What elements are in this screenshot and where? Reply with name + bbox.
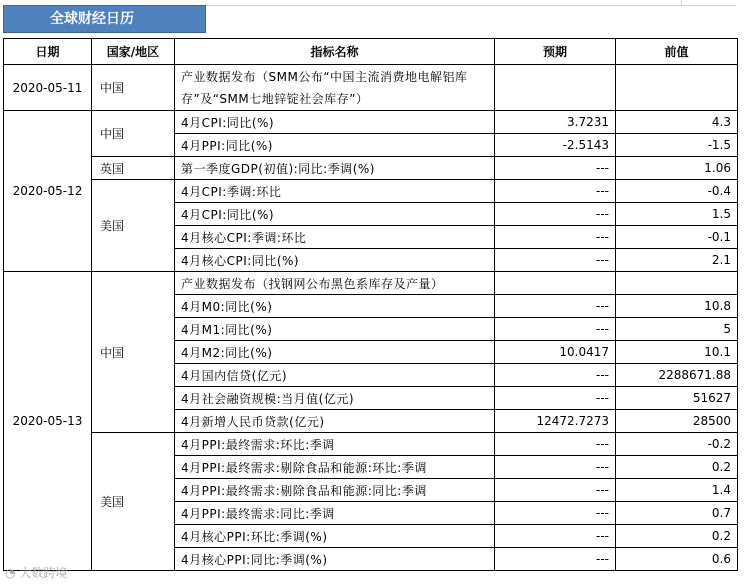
forecast-cell: 10.0417 xyxy=(495,341,616,364)
indicator-cell: 4月核心CPI:季调:环比 xyxy=(175,226,495,249)
indicator-cell: 4月PPI:最终需求:剔除食品和能源:同比:季调 xyxy=(175,479,495,502)
economic-calendar-table xyxy=(3,38,738,571)
indicator-cell: 第一季度GDP(初值):同比:季调(%) xyxy=(175,157,495,180)
previous-cell: 2288671.88 xyxy=(616,364,738,387)
table-row xyxy=(4,180,738,203)
forecast-cell: --- xyxy=(495,502,616,525)
indicator-cell: 4月国内信贷(亿元) xyxy=(175,364,495,387)
forecast-cell: 12472.7273 xyxy=(495,410,616,433)
country-cell: 美国 xyxy=(92,180,175,272)
forecast-cell: --- xyxy=(495,249,616,272)
forecast-cell: --- xyxy=(495,479,616,502)
previous-cell: 1.5 xyxy=(616,203,738,226)
previous-cell xyxy=(616,65,738,111)
table-row xyxy=(4,65,738,111)
top-tick xyxy=(681,0,682,5)
table-row xyxy=(4,157,738,180)
previous-cell: -0.1 xyxy=(616,226,738,249)
indicator-cell: 产业数据发布（找钢网公布黑色系库存及产量） xyxy=(175,272,495,295)
header-previous: 前值 xyxy=(616,39,738,65)
indicator-cell: 4月PPI:最终需求:环比:季调 xyxy=(175,433,495,456)
previous-cell: 0.2 xyxy=(616,525,738,548)
indicator-cell: 4月M2:同比(%) xyxy=(175,341,495,364)
indicator-cell: 4月新增人民币贷款(亿元) xyxy=(175,410,495,433)
watermark-icon: ◔ xyxy=(5,566,16,580)
indicator-cell: 4月M0:同比(%) xyxy=(175,295,495,318)
country-cell: 中国 xyxy=(92,65,175,111)
previous-cell: 2.1 xyxy=(616,249,738,272)
forecast-cell: --- xyxy=(495,295,616,318)
previous-cell xyxy=(616,272,738,295)
forecast-cell: 3.7231 xyxy=(495,111,616,134)
header-forecast: 预期 xyxy=(495,39,616,65)
previous-cell: 0.2 xyxy=(616,456,738,479)
indicator-cell: 4月核心PPI:环比:季调(%) xyxy=(175,525,495,548)
previous-cell: 0.7 xyxy=(616,502,738,525)
forecast-cell: --- xyxy=(495,203,616,226)
watermark-text: 大数跨境 xyxy=(19,566,68,580)
forecast-cell: --- xyxy=(495,157,616,180)
header-country: 国家/地区 xyxy=(92,39,175,65)
indicator-cell: 4月PPI:最终需求:同比:季调 xyxy=(175,502,495,525)
previous-cell: -1.5 xyxy=(616,134,738,157)
previous-cell: -0.4 xyxy=(616,180,738,203)
header-row xyxy=(4,39,738,65)
forecast-cell: --- xyxy=(495,318,616,341)
top-rule xyxy=(206,5,736,6)
forecast-cell: --- xyxy=(495,226,616,249)
indicator-cell: 4月核心CPI:同比(%) xyxy=(175,249,495,272)
date-cell: 2020-05-13 xyxy=(4,272,92,571)
indicator-cell: 4月PPI:最终需求:剔除食品和能源:环比:季调 xyxy=(175,456,495,479)
previous-cell: 1.06 xyxy=(616,157,738,180)
previous-cell: 28500 xyxy=(616,410,738,433)
previous-cell: 4.3 xyxy=(616,111,738,134)
previous-cell: 10.1 xyxy=(616,341,738,364)
indicator-cell: 4月核心PPI:同比:季调(%) xyxy=(175,548,495,571)
indicator-cell: 4月CPI:同比(%) xyxy=(175,111,495,134)
indicator-cell: 4月社会融资规模:当月值(亿元) xyxy=(175,387,495,410)
forecast-cell xyxy=(495,65,616,111)
indicator-cell: 4月PPI:同比(%) xyxy=(175,134,495,157)
forecast-cell: --- xyxy=(495,525,616,548)
table-row xyxy=(4,433,738,456)
calendar-title-banner xyxy=(3,5,206,33)
country-cell: 美国 xyxy=(92,433,175,571)
forecast-cell: --- xyxy=(495,456,616,479)
table-row xyxy=(4,111,738,134)
indicator-cell: 4月M1:同比(%) xyxy=(175,318,495,341)
forecast-cell: --- xyxy=(495,364,616,387)
table-row xyxy=(4,272,738,295)
previous-cell: 1.4 xyxy=(616,479,738,502)
header-indicator: 指标名称 xyxy=(175,39,495,65)
forecast-cell: --- xyxy=(495,180,616,203)
country-cell: 中国 xyxy=(92,272,175,433)
previous-cell: -0.2 xyxy=(616,433,738,456)
indicator-cell: 4月CPI:季调:环比 xyxy=(175,180,495,203)
forecast-cell: --- xyxy=(495,548,616,571)
indicator-cell: 4月CPI:同比(%) xyxy=(175,203,495,226)
header-date: 日期 xyxy=(4,39,92,65)
watermark-logo xyxy=(5,564,67,581)
forecast-cell: -2.5143 xyxy=(495,134,616,157)
indicator-cell: 产业数据发布（SMM公布“中国主流消费地电解铝库存”及“SMM七地锌锭社会库存”） xyxy=(175,65,495,111)
previous-cell: 0.6 xyxy=(616,548,738,571)
calendar-title: 全球财经日历 xyxy=(50,11,134,27)
forecast-cell xyxy=(495,272,616,295)
forecast-cell: --- xyxy=(495,387,616,410)
date-cell: 2020-05-11 xyxy=(4,65,92,111)
country-cell: 英国 xyxy=(92,157,175,180)
forecast-cell: --- xyxy=(495,433,616,456)
previous-cell: 51627 xyxy=(616,387,738,410)
previous-cell: 10.8 xyxy=(616,295,738,318)
date-cell: 2020-05-12 xyxy=(4,111,92,272)
country-cell: 中国 xyxy=(92,111,175,157)
previous-cell: 5 xyxy=(616,318,738,341)
